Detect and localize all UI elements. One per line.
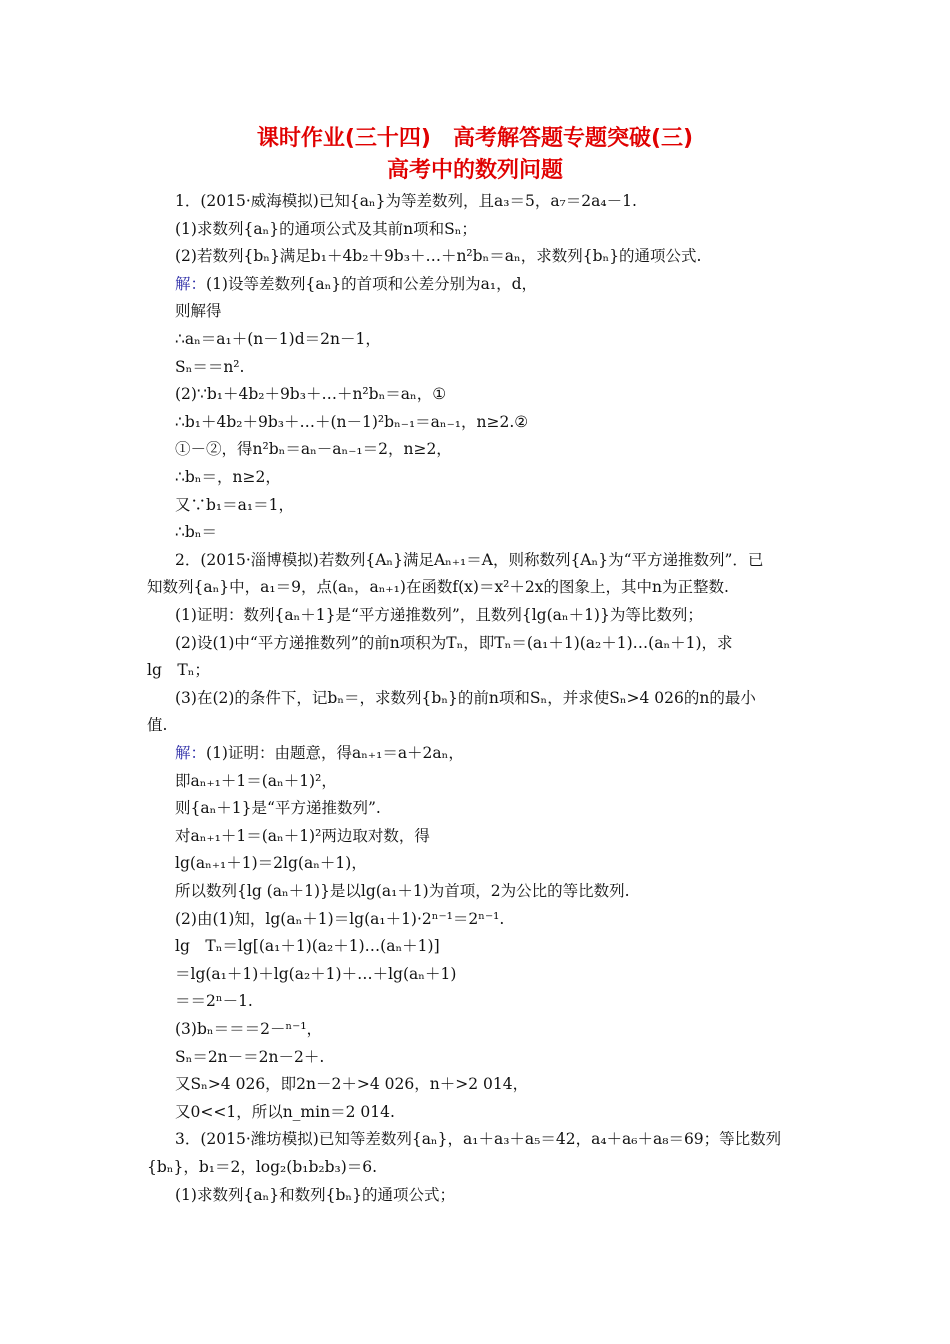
line-text: (2)由(1)知，lg(aₙ＋1)＝lg(a₁＋1)·2ⁿ⁻¹＝2ⁿ⁻¹. [175, 909, 505, 928]
text-line [175, 1047, 324, 1067]
text-line [175, 329, 381, 349]
line-text: (2)若数列{bₙ}满足b₁＋4b₂＋9b₃＋…＋n²bₙ＝aₙ，求数列{bₙ}的通项公式. [175, 247, 702, 266]
line-text: (1)设等差数列{aₙ}的首项和公差分别为a₁，d， [206, 274, 538, 293]
line-text: 则解得 [175, 302, 222, 321]
text-line [175, 439, 452, 459]
text-line [175, 522, 217, 542]
text-line [175, 219, 477, 239]
line-text: 则{aₙ＋1}是“平方递推数列”. [175, 799, 381, 818]
text-line [175, 881, 630, 901]
text-line [147, 1157, 377, 1177]
text-line [175, 550, 763, 570]
text-line [175, 798, 381, 818]
line-text: (1)求数列{aₙ}的通项公式及其前n项和Sₙ； [175, 219, 477, 238]
line-text: (3)bₙ＝＝＝2－ⁿ⁻¹， [175, 1020, 323, 1038]
text-line [147, 577, 729, 597]
line-text: lg Tₙ； [147, 661, 210, 680]
title-line-1: 课时作业(三十四) 高考解答题专题突破(三) [256, 126, 694, 151]
text-line [175, 605, 703, 625]
line-text: 即aₙ₊₁＋1＝(aₙ＋1)²， [175, 771, 337, 790]
line-text: ∴b₁＋4b₂＋9b₃＋…＋(n－1)²bₙ₋₁＝aₙ₋₁，n≥2.② [175, 412, 529, 431]
line-text: 3．(2015·潍坊模拟)已知等差数列{aₙ}，a₁＋a₃＋a₅＝42，a₄＋a₆＋a₈＝69；等比数列 [175, 1130, 782, 1149]
text-line [175, 301, 222, 321]
text-line [175, 191, 637, 211]
title-line-2: 高考中的数列问题 [386, 158, 563, 183]
text-line [147, 715, 167, 735]
text-line [175, 909, 504, 929]
text-line [175, 826, 430, 846]
line-text: 2．(2015·淄博模拟)若数列{Aₙ}满足Aₙ₊₁＝A，则称数列{Aₙ}为“平方递推数列”．已 [175, 550, 764, 569]
line-text: 所以数列{lg (aₙ＋1)}是以lg(a₁＋1)为首项，2为公比的等比数列. [175, 882, 630, 900]
text-line [175, 274, 537, 294]
line-text: (1)证明：数列{aₙ＋1}是“平方递推数列”，且数列{lg(aₙ＋1)}为等比数列； [175, 606, 703, 624]
line-text: lg(aₙ₊₁＋1)＝2lg(aₙ＋1)， [175, 854, 367, 873]
text-line [175, 246, 702, 266]
line-text: 又∵b₁＝a₁＝1， [175, 495, 294, 514]
line-text: 对aₙ₊₁＋1＝(aₙ＋1)²两边取对数，得 [175, 826, 430, 845]
text-line [175, 1102, 395, 1122]
line-text: (3)在(2)的条件下，记bₙ＝，求数列{bₙ}的前n项和Sₙ，并求使Sₙ>4 026的n的最小 [175, 688, 756, 707]
text-line [175, 936, 440, 956]
line-text: lg Tₙ＝lg[(a₁＋1)(a₂＋1)…(aₙ＋1)] [175, 937, 440, 956]
text-line [175, 1019, 322, 1039]
line-text: (1)证明：由题意，得aₙ₊₁＝a＋2aₙ， [206, 744, 464, 762]
text-line [175, 495, 294, 515]
line-text: 值. [147, 716, 168, 735]
line-text: {bₙ}，b₁＝2，log₂(b₁b₂b₃)＝6. [147, 1158, 378, 1176]
text-line [175, 688, 756, 708]
line-text: Sₙ＝＝n². [175, 357, 245, 376]
line-text: ∴bₙ＝ [175, 523, 217, 542]
line-text: (2)设(1)中“平方递推数列”的前n项积为Tₙ，即Tₙ＝(a₁＋1)(a₂＋1)…(aₙ＋1)，求 [175, 633, 733, 652]
line-text: 知数列{aₙ}中，a₁＝9，点(aₙ，aₙ₊₁)在函数f(x)＝x²＋2x的图象上，其中n为正整数. [147, 578, 729, 597]
line-text: ＝＝2ⁿ－1. [175, 992, 253, 1011]
line-text: ①－②，得n²bₙ＝aₙ－aₙ₋₁＝2，n≥2， [175, 440, 452, 459]
text-line [175, 991, 253, 1011]
text-line [175, 1185, 455, 1205]
solution-label: 解： [175, 274, 207, 293]
text-line [175, 1129, 781, 1149]
line-text: (2)∵b₁＋4b₂＋9b₃＋…＋n²bₙ＝aₙ，① [175, 385, 447, 404]
text-line [175, 633, 733, 653]
line-text: 又0<<1，所以n_min＝2 014. [175, 1102, 395, 1121]
line-text: ＝lg(a₁＋1)＋lg(a₂＋1)＋…＋lg(aₙ＋1) [175, 964, 457, 983]
text-line [175, 743, 464, 763]
line-text: ∴bₙ＝，n≥2， [175, 468, 281, 486]
text-line [147, 660, 210, 680]
text-line [175, 384, 446, 404]
line-text: (1)求数列{aₙ}和数列{bₙ}的通项公式； [175, 1185, 455, 1204]
text-line [175, 412, 528, 432]
solution-label: 解： [175, 744, 207, 762]
text-line [175, 357, 244, 377]
text-line [175, 964, 456, 984]
line-text: ∴aₙ＝a₁＋(n－1)d＝2n－1， [175, 330, 381, 348]
line-text: 又Sₙ>4 026，即2n－2＋>4 026，n＋>2 014， [175, 1075, 529, 1094]
text-line [175, 467, 281, 487]
text-line [175, 853, 367, 873]
text-line [175, 771, 337, 791]
line-text: Sₙ＝2n－＝2n－2＋. [175, 1047, 325, 1066]
line-text: 1．(2015·威海模拟)已知{aₙ}为等差数列，且a₃＝5，a₇＝2a₄－1. [175, 192, 637, 210]
text-line [175, 1074, 528, 1094]
